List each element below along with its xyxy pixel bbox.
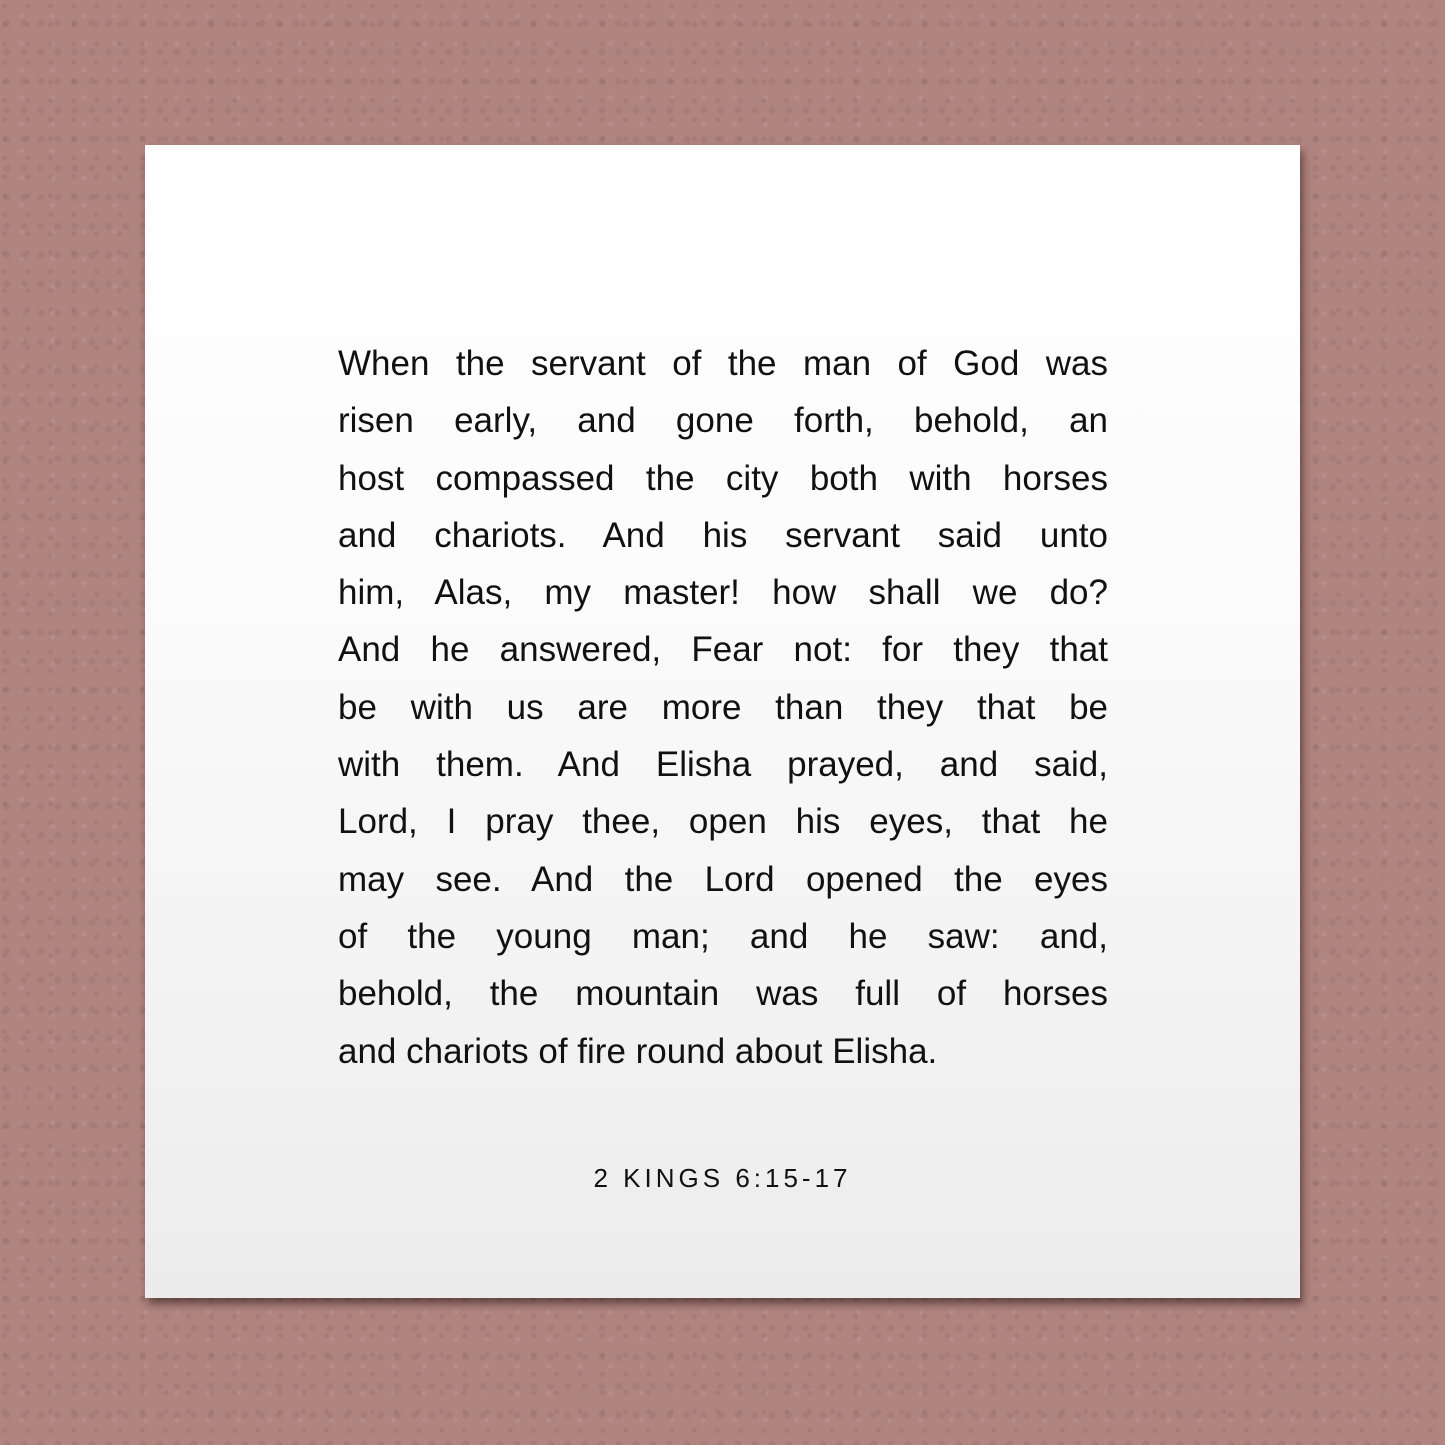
quote-line: with them. And Elisha prayed, and said, [338,745,1108,785]
scripture-quote [338,335,1108,1080]
quote-line: and chariots of fire round about Elisha. [338,1031,938,1071]
quote-line: may see. And the Lord opened the eyes [338,859,1108,899]
quote-line: him, Alas, my master! how shall we do? [338,573,1108,613]
quote-line: risen early, and gone forth, behold, an [338,401,1108,441]
quote-line: of the young man; and he saw: and, [338,916,1108,956]
scripture-print-card [145,145,1300,1298]
quote-line: And he answered, Fear not: for they that [338,630,1108,670]
quote-line: When the servant of the man of God was [338,344,1108,383]
quote-line: be with us are more than they that be [338,687,1108,727]
quote-line: behold, the mountain was full of horses [338,974,1108,1014]
quote-line: host compassed the city both with horses [338,458,1108,498]
quote-line: Lord, I pray thee, open his eyes, that he [338,802,1108,842]
quote-line: and chariots. And his servant said unto [338,515,1108,555]
scripture-reference: 2 KINGS 6:15-17 [593,1163,852,1193]
